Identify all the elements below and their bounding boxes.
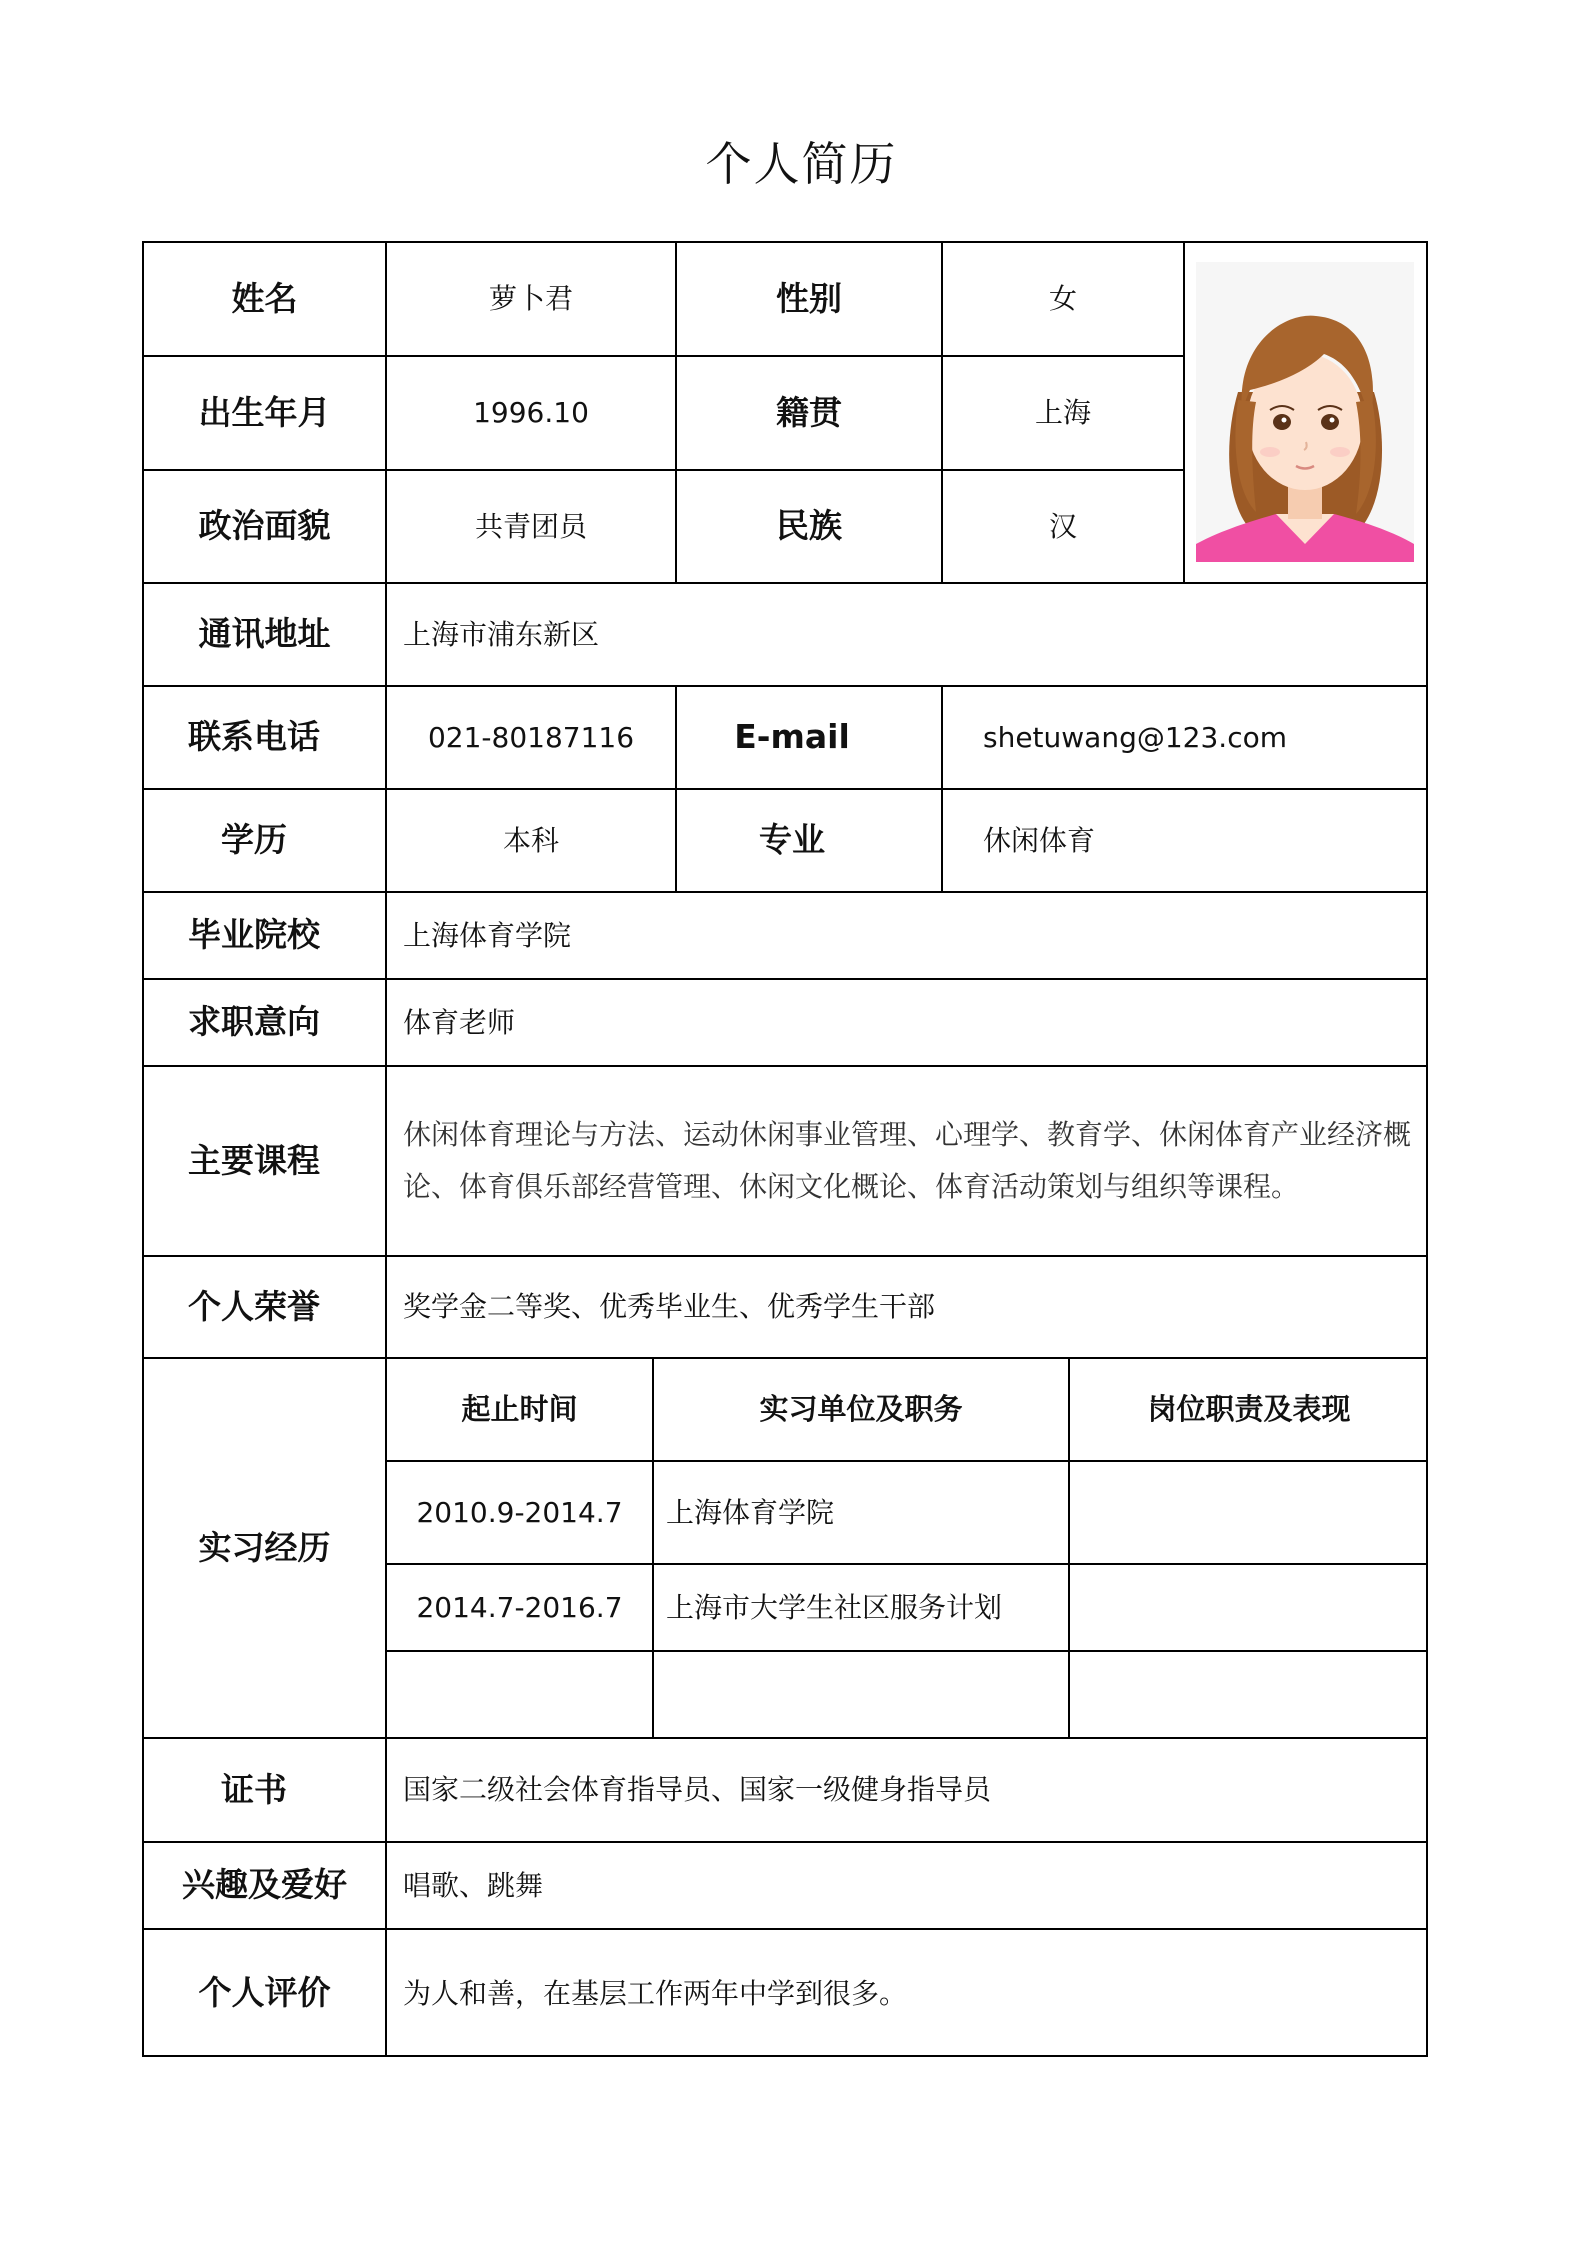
ethnic-value: 汉 bbox=[1048, 509, 1077, 543]
native-value: 上海 bbox=[1034, 396, 1091, 430]
hobbies-label: 兴趣及爱好 bbox=[182, 1865, 347, 1905]
internship-row-unit: 上海市大学生社区服务计划 bbox=[666, 1590, 1003, 1624]
address-label: 通讯地址 bbox=[198, 614, 331, 654]
internship-row-unit bbox=[654, 1652, 1068, 1737]
honors-value: 奖学金二等奖、优秀毕业生、优秀学生干部 bbox=[403, 1290, 936, 1324]
internship-row-period: 2010.9-2014.7 bbox=[416, 1495, 623, 1529]
page-title: 个人简历 bbox=[705, 137, 898, 191]
major-value: 休闲体育 bbox=[983, 823, 1096, 857]
phone-value: 021-80187116 bbox=[427, 720, 635, 754]
internship-row-duty bbox=[1070, 1652, 1428, 1737]
phone-label: 联系电话 bbox=[188, 717, 320, 757]
political-label: 政治面貌 bbox=[198, 506, 331, 546]
political-value: 共青团员 bbox=[474, 509, 587, 543]
intent-value: 体育老师 bbox=[403, 1005, 516, 1039]
gender-label: 性别 bbox=[776, 278, 842, 318]
hobbies-value: 唱歌、跳舞 bbox=[403, 1868, 544, 1902]
email-label: E-mail bbox=[734, 717, 850, 757]
avatar bbox=[1196, 262, 1414, 562]
courses-label: 主要课程 bbox=[188, 1140, 320, 1180]
school-value: 上海体育学院 bbox=[403, 918, 572, 952]
gender-value: 女 bbox=[1048, 282, 1077, 316]
school-label: 毕业院校 bbox=[188, 915, 320, 955]
internship-label: 实习经历 bbox=[198, 1527, 331, 1567]
email-value: shetuwang@123.com bbox=[983, 720, 1288, 754]
ethnic-label: 民族 bbox=[776, 506, 842, 546]
birth-value: 1996.10 bbox=[473, 396, 589, 430]
courses-line: 论、体育俱乐部经营管理、休闲文化概论、体育活动策划与组织等课程。 bbox=[403, 1170, 1300, 1203]
internship-header-duty: 岗位职责及表现 bbox=[1147, 1391, 1351, 1426]
courses-line: 休闲体育理论与方法、运动休闲事业管理、心理学、教育学、休闲体育产业经济概 bbox=[403, 1118, 1412, 1151]
intent-label: 求职意向 bbox=[188, 1002, 320, 1042]
name-label: 姓名 bbox=[231, 278, 298, 318]
internship-header-period: 起止时间 bbox=[461, 1391, 578, 1426]
avatar-illustration-icon bbox=[1196, 262, 1414, 562]
address-value: 上海市浦东新区 bbox=[403, 617, 600, 651]
native-label: 籍贯 bbox=[776, 392, 842, 432]
courses-value bbox=[387, 1067, 1428, 1255]
internship-row-duty bbox=[1070, 1565, 1428, 1650]
internship-row-duty bbox=[1070, 1462, 1428, 1563]
internship-row-unit: 上海体育学院 bbox=[666, 1495, 835, 1529]
major-label: 专业 bbox=[759, 820, 825, 860]
internship-header-unit: 实习单位及职务 bbox=[759, 1391, 963, 1426]
internship-row-period: 2014.7-2016.7 bbox=[416, 1590, 623, 1624]
divider bbox=[1183, 243, 1185, 582]
birth-label: 出生年月 bbox=[198, 392, 331, 432]
certificates-value: 国家二级社会体育指导员、国家一级健身指导员 bbox=[403, 1773, 992, 1807]
degree-value: 本科 bbox=[502, 823, 559, 857]
name-value: 萝卜君 bbox=[488, 282, 573, 316]
degree-label: 学历 bbox=[221, 820, 287, 860]
certificates-label: 证书 bbox=[221, 1769, 287, 1809]
internship-row-period bbox=[387, 1652, 652, 1737]
evaluation-label: 个人评价 bbox=[198, 1973, 331, 2013]
evaluation-value: 为人和善，在基层工作两年中学到很多。 bbox=[403, 1976, 908, 2010]
honors-label: 个人荣誉 bbox=[188, 1286, 320, 1326]
